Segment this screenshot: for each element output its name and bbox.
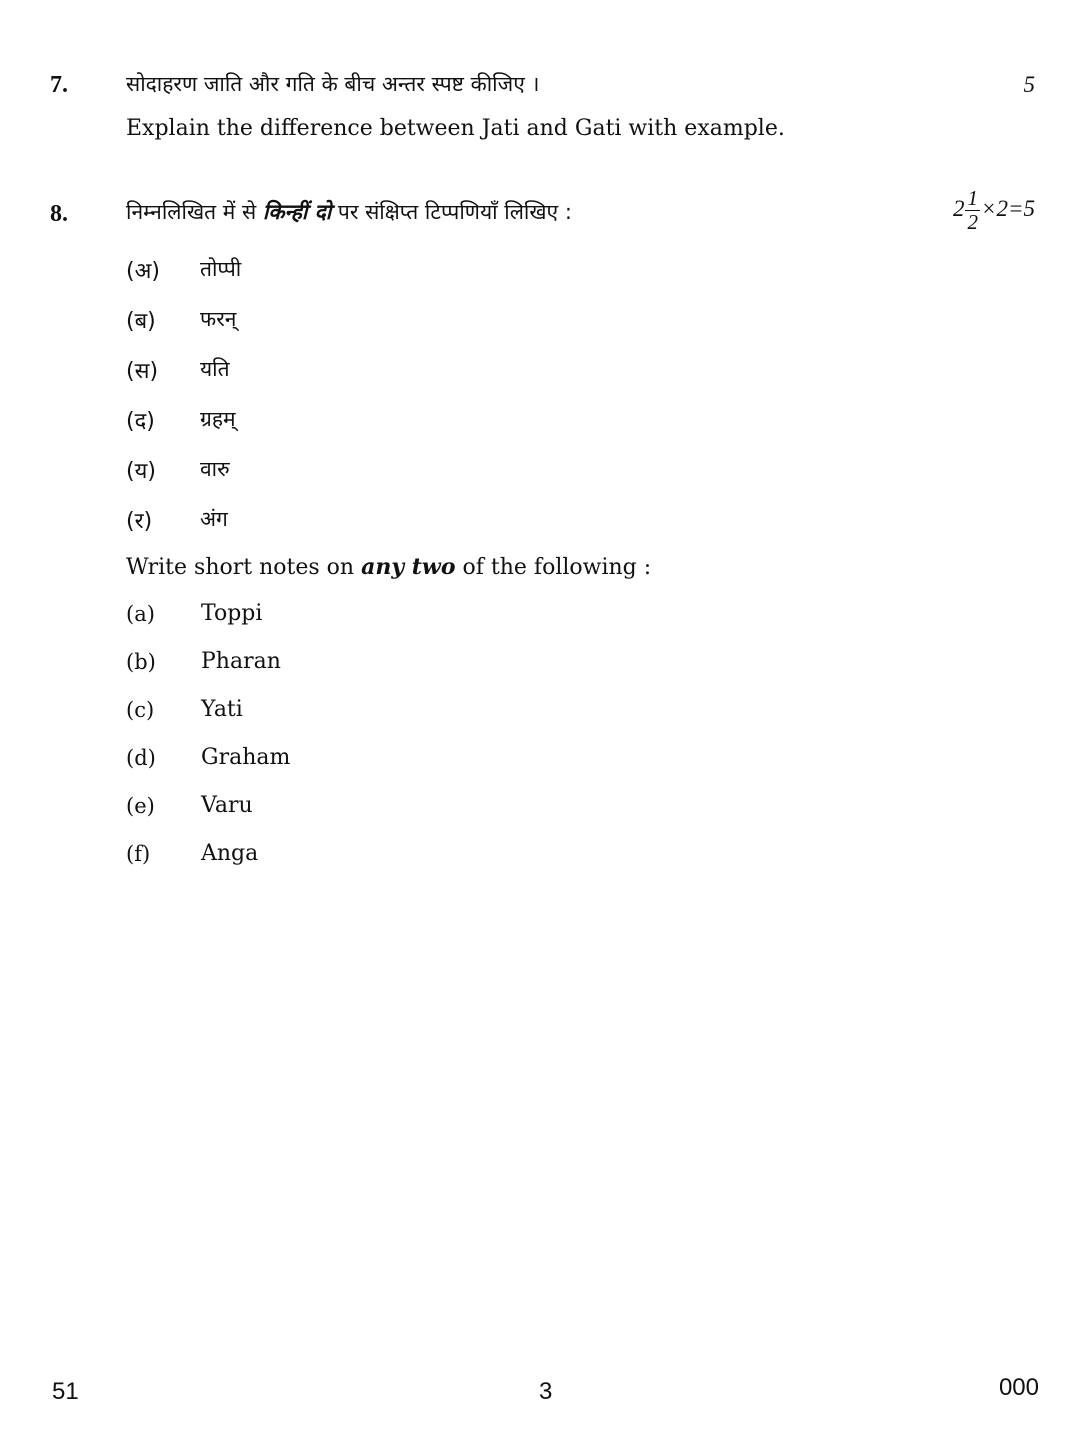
- hindi-item-label: (अ): [126, 259, 160, 284]
- question-8-number: 8.: [50, 201, 68, 227]
- hindi-item-label: (र): [126, 509, 153, 534]
- hindi-item-label: (य): [126, 459, 156, 484]
- english-item-label: (f): [126, 842, 151, 866]
- hindi-item-label: (स): [126, 359, 159, 384]
- marks-rest: ×2=5: [980, 195, 1035, 221]
- hindi-item-text: वारु: [200, 457, 230, 481]
- english-item-text: Graham: [201, 745, 291, 770]
- question-7-number: 7.: [50, 72, 68, 98]
- english-item-text: Toppi: [201, 601, 263, 626]
- page-number: 3: [539, 1378, 553, 1405]
- marks-whole: 2: [952, 195, 965, 221]
- english-item-text: Varu: [201, 793, 253, 818]
- english-item-label: (d): [126, 746, 156, 770]
- hindi-item-label: (द): [126, 409, 155, 434]
- question-8-marks: [953, 188, 1035, 233]
- question-8-hindi: [126, 198, 572, 226]
- hindi-item-text: यति: [200, 357, 230, 381]
- hindi-item-text: अंग: [200, 507, 228, 531]
- english-item-label: (c): [126, 698, 155, 722]
- english-item-text: Anga: [201, 841, 259, 866]
- question-7-hindi: सोदाहरण जाति और गति के बीच अन्तर स्पष्ट कीजिए ।: [126, 72, 540, 96]
- marks-fraction: [965, 188, 980, 233]
- marks-numerator: 1: [967, 186, 978, 210]
- footer-code: 51: [52, 1378, 79, 1405]
- hindi-item-label: (ब): [126, 309, 156, 334]
- question-8-hindi-emph: किन्हीं दो: [262, 200, 332, 224]
- question-8-english-before: Write short notes on: [126, 555, 355, 580]
- question-8-english-after: of the following :: [462, 555, 652, 580]
- question-8-english-emph: any two: [361, 554, 456, 580]
- question-8-english: [126, 554, 651, 580]
- marks-denominator: 2: [967, 210, 978, 234]
- hindi-item-text: तोप्पी: [200, 257, 242, 281]
- question-8-hindi-after: पर संक्षिप्त टिप्पणियाँ लिखिए :: [337, 200, 572, 224]
- question-7-marks: 5: [1023, 72, 1035, 97]
- hindi-item-text: ग्रहम्: [200, 407, 236, 431]
- question-7-english: Explain the difference between Jati and Gati with example.: [126, 116, 785, 141]
- english-item-label: (e): [126, 794, 155, 818]
- hindi-item-text: फरन्: [200, 307, 237, 331]
- english-item-text: Pharan: [201, 649, 281, 674]
- english-item-text: Yati: [201, 697, 243, 722]
- english-item-label: (b): [126, 650, 156, 674]
- question-8-hindi-before: निम्नलिखित में से: [126, 200, 257, 224]
- english-item-label: (a): [126, 602, 155, 626]
- footer-series: 000: [998, 1374, 1039, 1401]
